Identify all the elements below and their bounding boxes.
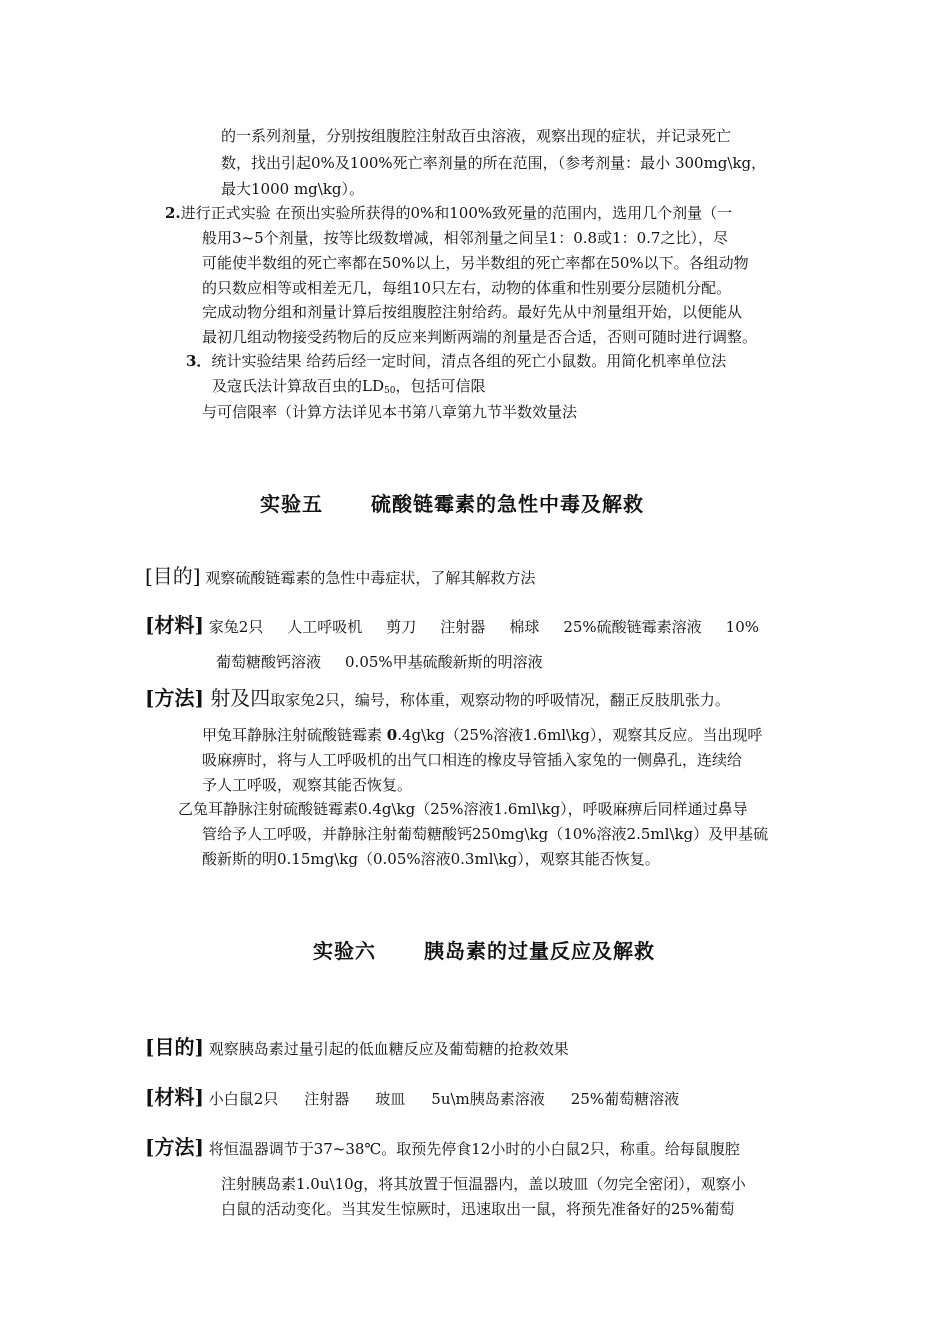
material-item: 剪刀 xyxy=(386,618,417,636)
purpose-line xyxy=(145,1037,569,1059)
method-line xyxy=(145,688,730,710)
material-item: 人工呼吸机 xyxy=(287,618,363,636)
paragraph-2-line xyxy=(165,203,732,223)
method-extra: 射及四 xyxy=(203,686,271,710)
experiment-5-title xyxy=(260,488,644,517)
text-line: 完成动物分组和剂量计算后按组腹腔注射给药。最好先从中剂量组开始，以便能从 xyxy=(202,303,743,321)
materials-line xyxy=(145,615,759,637)
text-line xyxy=(212,376,485,401)
text-line xyxy=(202,725,762,745)
paragraph-number: 2. xyxy=(165,204,181,222)
method-line xyxy=(145,1137,740,1159)
material-item: 玻皿 xyxy=(375,1090,406,1108)
material-item: 家兔2只 xyxy=(208,618,264,636)
material-item: 25%硫酸链霉素溶液 xyxy=(563,618,702,636)
text-line: 吸麻痹时，将与人工呼吸机的出气口相连的橡皮导管插入家兔的一侧鼻孔，连续给 xyxy=(202,751,743,769)
method-label: [方法] xyxy=(145,686,204,710)
material-item: 10% xyxy=(725,618,760,636)
text-span-bold: 0 xyxy=(386,726,398,744)
material-item: 注射器 xyxy=(304,1090,350,1108)
material-item: 小白鼠2只 xyxy=(208,1090,279,1108)
text-line: 管给予人工呼吸，并静脉注射葡萄糖酸钙250mg\kg（10%溶液2.5ml\kg）及甲基硫 xyxy=(202,825,769,843)
text-line: 白鼠的活动变化。当其发生惊厥时，迅速取出一鼠，将预先准备好的25%葡萄 xyxy=(221,1200,735,1218)
text-line: 最大1000 mg\kg）。 xyxy=(221,180,365,198)
text-span: .4g\kg（25%溶液1.6ml\kg），观察其反应。当出现呼 xyxy=(397,726,763,744)
text-line: 最初几组动物接受药物后的反应来判断两端的剂量是否合适，否则可随时进行调整。 xyxy=(202,328,758,346)
purpose-text: 观察胰岛素过量引起的低血糖反应及葡萄糖的抢救效果 xyxy=(203,1040,569,1058)
subscript: 50 xyxy=(384,386,396,396)
method-text: 取家兔2只，编号，称体重，观察动物的呼吸情况，翻正反肢肌张力。 xyxy=(270,691,730,709)
material-item: 注射器 xyxy=(440,618,486,636)
text-line: 可能使半数组的死亡率都在50%以上，另半数组的死亡率都在50%以下。各组动物 xyxy=(202,254,749,272)
text-span: 进行正式实验 在预出实验所获得的0%和100%致死量的范围内，选用几个剂量（一 xyxy=(180,204,733,222)
text-line: 予人工呼吸，观察其能否恢复。 xyxy=(202,776,413,794)
paragraph-number: 3． xyxy=(186,352,212,370)
material-item: 棉球 xyxy=(509,618,540,636)
purpose-label: [目的] xyxy=(145,564,201,588)
material-item: 0.05%甲基硫酸新斯的明溶液 xyxy=(345,653,543,671)
title-text: 胰岛素的过量反应及解救 xyxy=(424,939,655,963)
text-line: 乙兔耳静脉注射硫酸链霉素0.4g\kg（25%溶液1.6ml\kg），呼吸麻痹后同样通过鼻导 xyxy=(178,800,748,818)
materials-line xyxy=(145,1087,679,1109)
experiment-6-title xyxy=(313,935,655,964)
title-text: 硫酸链霉素的急性中毒及解救 xyxy=(371,492,644,516)
text-line: 与可信限率（计算方法详见本书第八章第九节半数效量法 xyxy=(202,403,578,421)
method-text: 将恒温器调节于37~38℃。取预先停食12小时的小白鼠2只，称重。给每鼠腹腔 xyxy=(203,1140,740,1158)
purpose-line xyxy=(145,566,535,588)
materials-label: [材料] xyxy=(145,613,204,637)
material-item: 25%葡萄糖溶液 xyxy=(570,1090,680,1108)
text-span: 统计实验结果 给药后经一定时间，清点各组的死亡小鼠数。用简化机率单位法 xyxy=(211,352,727,370)
text-line: 酸新斯的明0.15mg\kg（0.05%溶液0.3ml\kg），观察其能否恢复。 xyxy=(202,850,660,868)
text-span: 及寇氏法计算敌百虫的LD xyxy=(212,377,384,395)
purpose-label: [目的] xyxy=(145,1035,204,1059)
purpose-text: 观察硫酸链霉素的急性中毒症状，了解其解救方法 xyxy=(200,569,536,587)
materials-line-2 xyxy=(216,652,543,672)
text-span: 甲兔耳静脉注射硫酸链霉素 xyxy=(202,726,387,744)
text-line: 的只数应相等或相差无几，每组10只左右，动物的体重和性别要分层随机分配。 xyxy=(202,279,732,297)
title-number: 实验六 xyxy=(313,939,376,963)
title-number: 实验五 xyxy=(260,492,323,516)
material-item: 5u\m胰岛素溶液 xyxy=(431,1090,545,1108)
materials-label: [材料] xyxy=(145,1085,204,1109)
text-line: 的一系列剂量，分别按组腹腔注射敌百虫溶液，观察出现的症状，并记录死亡 xyxy=(221,127,732,145)
text-line: 般用3~5个剂量，按等比级数增减，相邻剂量之间呈1：0.8或1：0.7之比），尽 xyxy=(202,229,728,247)
text-span: ，包括可信限 xyxy=(395,377,486,395)
material-item: 葡萄糖酸钙溶液 xyxy=(216,653,322,671)
method-label: [方法] xyxy=(145,1135,204,1159)
paragraph-3-line xyxy=(186,351,726,371)
text-line: 注射胰岛素1.0u\10g，将其放置于恒温器内，盖以玻皿（勿完全密闭），观察小 xyxy=(221,1175,746,1193)
text-line: 数，找出引起0%及100%死亡率剂量的所在范围，（参考剂量：最小 300mg\kg， xyxy=(221,154,767,172)
